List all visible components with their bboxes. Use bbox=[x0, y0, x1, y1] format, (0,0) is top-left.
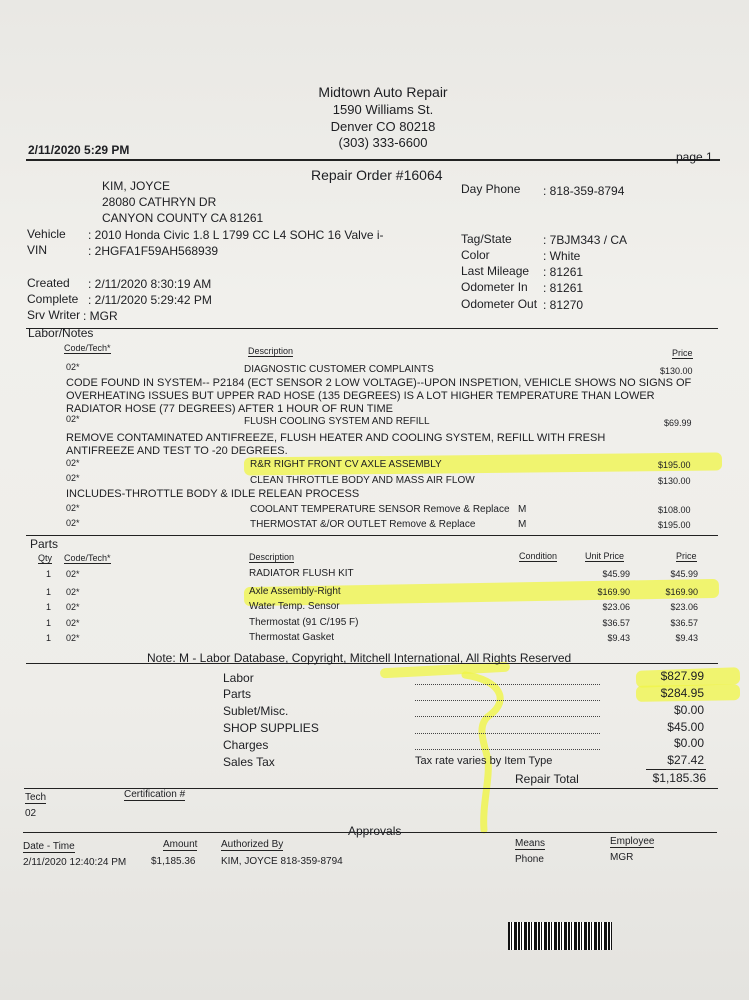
labor-line3-price: $195.00 bbox=[658, 460, 691, 470]
parts-row-price: $45.99 bbox=[670, 569, 698, 579]
vehicle-value: : 2010 Honda Civic 1.8 L 1799 CC L4 SOHC 16 Valve i- bbox=[88, 228, 384, 242]
parts-row-qty: 1 bbox=[46, 602, 52, 612]
labor-line1-price: $130.00 bbox=[660, 366, 693, 376]
labor-line5-price: $108.00 bbox=[658, 505, 691, 515]
labor-line1-description: DIAGNOSTIC CUSTOMER COMPLAINTS bbox=[244, 364, 434, 375]
labor-line2-price: $69.99 bbox=[664, 418, 692, 428]
total-tax-label: Sales Tax bbox=[223, 755, 275, 769]
parts-row-price: $23.06 bbox=[670, 602, 698, 612]
vin-value: : 2HGFA1F59AH568939 bbox=[88, 244, 219, 258]
parts-row-qty: 1 bbox=[46, 633, 52, 643]
parts-row-unit: $9.43 bbox=[607, 633, 630, 643]
customer-street: 28080 CATHRYN DR bbox=[102, 195, 217, 209]
repair-total-value: $1,185.36 bbox=[652, 771, 706, 785]
leader-labor bbox=[415, 683, 600, 685]
parts-row-unit: $45.99 bbox=[602, 569, 630, 579]
labor-line6-code: 02* bbox=[66, 518, 80, 528]
shop-city: Denver CO 80218 bbox=[330, 119, 436, 134]
barcode bbox=[508, 922, 612, 950]
labor-section-title: Labor/Notes bbox=[28, 326, 94, 340]
total-charges-label: Charges bbox=[223, 738, 269, 752]
repair-order-number: Repair Order #16064 bbox=[311, 167, 443, 183]
parts-row-desc: Axle Assembly-Right bbox=[249, 586, 341, 597]
print-datetime: 2/11/2020 5:29 PM bbox=[28, 143, 130, 157]
parts-row-desc: Water Temp. Sensor bbox=[249, 601, 340, 612]
leader-sublet bbox=[415, 715, 600, 717]
labor-line4-price: $130.00 bbox=[658, 476, 691, 486]
approval-amount: $1,185.36 bbox=[151, 856, 196, 867]
parts-row-unit: $23.06 bbox=[602, 602, 630, 612]
service-writer-value: : MGR bbox=[83, 309, 118, 323]
odometer-out-value: : 81270 bbox=[543, 298, 584, 312]
parts-row-price: $36.57 bbox=[670, 618, 698, 628]
approval-date: 2/11/2020 12:40:24 PM bbox=[23, 857, 127, 868]
complete-label: Complete bbox=[27, 292, 79, 306]
parts-row-desc: Thermostat Gasket bbox=[249, 632, 335, 643]
parts-row-qty: 1 bbox=[46, 569, 52, 579]
customer-name: KIM, JOYCE bbox=[102, 179, 171, 193]
created-value: : 2/11/2020 8:30:19 AM bbox=[88, 277, 212, 291]
repair-total-label: Repair Total bbox=[515, 772, 579, 786]
labor-line4-description: CLEAN THROTTLE BODY AND MASS AIR FLOW bbox=[250, 475, 475, 486]
parts-row-price: $9.43 bbox=[675, 633, 698, 643]
tax-rate-note: Tax rate varies by Item Type bbox=[415, 755, 553, 767]
labor-col-description: Description bbox=[248, 346, 294, 356]
tech-label: Tech bbox=[25, 792, 47, 803]
total-sublet-value: $0.00 bbox=[673, 703, 704, 717]
shop-phone: (303) 333-6600 bbox=[338, 135, 428, 150]
approvals-col-amount: Amount bbox=[163, 839, 198, 850]
total-rule bbox=[646, 769, 706, 770]
total-labor-label: Labor bbox=[223, 671, 254, 685]
parts-col-unit-price: Unit Price bbox=[585, 551, 625, 561]
parts-row-qty: 1 bbox=[46, 618, 52, 628]
parts-col-description: Description bbox=[249, 552, 295, 562]
parts-row-qty: 1 bbox=[46, 587, 52, 597]
complete-value: : 2/11/2020 5:29:42 PM bbox=[88, 293, 212, 307]
parts-row-code: 02* bbox=[66, 569, 80, 579]
labor-line3-code: 02* bbox=[66, 458, 80, 468]
parts-row-unit: $169.90 bbox=[597, 587, 630, 597]
total-supplies-label: SHOP SUPPLIES bbox=[223, 721, 319, 735]
approvals-col-date: Date - Time bbox=[23, 841, 75, 852]
total-labor-value: $827.99 bbox=[660, 669, 704, 683]
labor-col-code: Code/Tech* bbox=[64, 343, 111, 353]
parts-row-code: 02* bbox=[66, 587, 80, 597]
tag-label: Tag/State bbox=[461, 232, 512, 246]
total-supplies-value: $45.00 bbox=[667, 720, 704, 734]
parts-row-code: 02* bbox=[66, 618, 80, 628]
day-phone-label: Day Phone bbox=[461, 182, 521, 196]
parts-row-price: $169.90 bbox=[665, 587, 698, 597]
labor-line6-description: THERMOSTAT &/OR OUTLET Remove & Replace bbox=[250, 519, 476, 530]
labor-line2-description: FLUSH COOLING SYSTEM AND REFILL bbox=[244, 416, 430, 427]
approvals-col-means: Means bbox=[515, 838, 546, 849]
total-parts-value: $284.95 bbox=[660, 686, 704, 700]
parts-row-unit: $36.57 bbox=[602, 618, 630, 628]
approvals-col-employee: Employee bbox=[610, 836, 655, 847]
parts-col-qty: Qty bbox=[38, 553, 53, 563]
last-mileage-label: Last Mileage bbox=[461, 264, 530, 278]
parts-row-code: 02* bbox=[66, 633, 80, 643]
labor-line6-m: M bbox=[518, 519, 527, 530]
labor-line5-code: 02* bbox=[66, 503, 80, 513]
parts-row-desc: RADIATOR FLUSH KIT bbox=[249, 568, 354, 579]
labor-rule bbox=[26, 328, 718, 329]
page-number: page 1 bbox=[676, 150, 713, 164]
created-label: Created bbox=[27, 276, 70, 290]
odometer-out-label: Odometer Out bbox=[461, 297, 538, 311]
leader-supplies bbox=[415, 732, 600, 734]
total-sublet-label: Sublet/Misc. bbox=[223, 704, 289, 718]
parts-row-desc: Thermostat (91 C/195 F) bbox=[249, 617, 359, 628]
parts-col-price: Price bbox=[676, 551, 697, 561]
last-mileage-value: : 81261 bbox=[543, 265, 584, 279]
tech-value: 02 bbox=[25, 808, 37, 819]
labor-note2: REMOVE CONTAMINATED ANTIFREEZE, FLUSH HEATER AND COOLING SYSTEM, REFILL WITH FRESH ANTIFREEZE AND TEST TO -20 DEGREES. bbox=[66, 432, 606, 457]
copyright-note: Note: M - Labor Database, Copyright, Mitchell International, All Rights Reserved bbox=[147, 651, 572, 665]
certification-label: Certification # bbox=[124, 789, 186, 800]
day-phone-value: : 818-359-8794 bbox=[543, 184, 625, 198]
parts-section-title: Parts bbox=[30, 537, 59, 551]
labor-line4-code: 02* bbox=[66, 473, 80, 483]
odometer-in-value: : 81261 bbox=[543, 281, 584, 295]
labor-line5-description: COOLANT TEMPERATURE SENSOR Remove & Replace bbox=[250, 504, 510, 515]
labor-line3-description: R&R RIGHT FRONT CV AXLE ASSEMBLY bbox=[250, 459, 442, 470]
leader-parts bbox=[415, 699, 600, 701]
approvals-title: Approvals bbox=[348, 824, 402, 838]
approval-means: Phone bbox=[515, 854, 544, 865]
shop-name: Midtown Auto Repair bbox=[318, 84, 448, 100]
service-writer-label: Srv Writer bbox=[27, 308, 81, 322]
vin-label: VIN bbox=[27, 243, 48, 257]
labor-line1-code: 02* bbox=[66, 362, 80, 372]
total-charges-value: $0.00 bbox=[673, 736, 704, 750]
parts-rule bbox=[26, 535, 718, 536]
color-label: Color bbox=[461, 248, 490, 262]
labor-note4: INCLUDES-THROTTLE BODY & IDLE RELEAN PROCESS bbox=[66, 488, 360, 500]
leader-charges bbox=[415, 748, 600, 750]
labor-note1: CODE FOUND IN SYSTEM-- P2184 (ECT SENSOR 2 LOW VOLTAGE)--UPON INSPETION, VEHICLE SHOWS NO SIGNS OF OVERHEATING ISSUES BUT UPPER RAD HOSE (135 DEGREES) IS A LOT HIGHER TEMPERATURE THAN LOWER RADIATOR HOSE (77 DEGREES) AFTER 1 HOUR OF RUN TIME bbox=[66, 377, 692, 415]
parts-col-condition: Condition bbox=[519, 551, 558, 561]
approval-employee: MGR bbox=[610, 852, 634, 863]
vehicle-label: Vehicle bbox=[27, 227, 66, 241]
labor-line6-price: $195.00 bbox=[658, 520, 691, 530]
parts-row-code: 02* bbox=[66, 602, 80, 612]
shop-address: 1590 Williams St. bbox=[332, 102, 434, 117]
labor-line5-m: M bbox=[518, 504, 527, 515]
total-parts-label: Parts bbox=[223, 687, 252, 701]
labor-col-price: Price bbox=[672, 348, 693, 358]
odometer-in-label: Odometer In bbox=[461, 280, 528, 294]
tag-value: : 7BJM343 / CA bbox=[543, 233, 628, 247]
parts-col-code: Code/Tech* bbox=[64, 553, 111, 563]
header-rule bbox=[26, 159, 720, 161]
total-tax-value: $27.42 bbox=[667, 753, 704, 767]
color-value: : White bbox=[543, 249, 581, 263]
approvals-col-authorized: Authorized By bbox=[221, 839, 284, 850]
labor-line2-code: 02* bbox=[66, 414, 80, 424]
customer-city: CANYON COUNTY CA 81261 bbox=[102, 211, 264, 225]
approval-authorized-by: KIM, JOYCE 818-359-8794 bbox=[221, 856, 343, 867]
